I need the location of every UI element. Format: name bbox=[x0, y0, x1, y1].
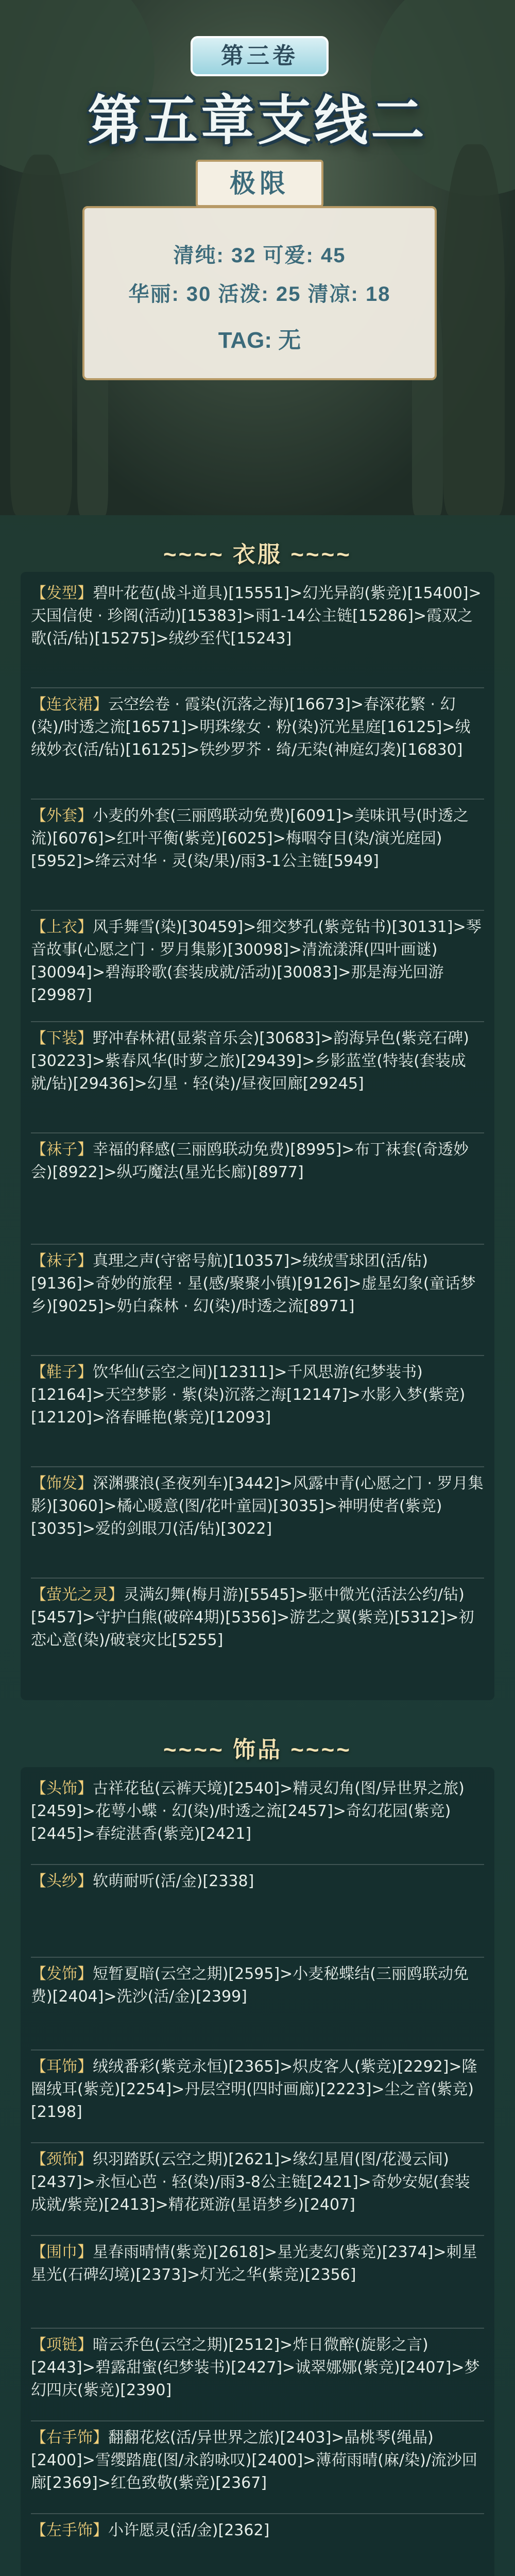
entry-divider bbox=[31, 1864, 484, 1865]
item-ranking-text: 饮华仙(云空之间)[12311]>千风思游(纪梦装书)[12164]>天空梦影 · 紫(染)沉落之海[12147]>水影入梦(紫竞)[12120]>洛春睡艳(紫竞)[12093] bbox=[31, 1363, 466, 1427]
slot-label: 【发饰】 bbox=[31, 1965, 93, 1983]
slot-label: 【上衣】 bbox=[31, 918, 93, 936]
item-entry bbox=[31, 1472, 484, 1540]
slot-label: 【袜子】 bbox=[31, 1141, 93, 1159]
entry-divider bbox=[31, 799, 484, 800]
slot-label: 【萤光之灵】 bbox=[31, 1586, 124, 1604]
slot-label: 【外套】 bbox=[31, 807, 93, 825]
limit-label: 极限 bbox=[196, 160, 323, 207]
item-entry bbox=[31, 2241, 484, 2286]
chapter-title: 第五章支线二 bbox=[87, 91, 427, 151]
entry-divider bbox=[31, 2235, 484, 2236]
item-entry bbox=[31, 1250, 484, 1318]
slot-label: 【左手饰】 bbox=[31, 2521, 108, 2539]
item-ranking-text: 小麦的外套(三丽鸥联动免费)[6091]>美味讯号(时透之流)[6076]>红叶平衡(紫竞)[6025]>梅咽夺目(染/演光庭园)[5952]>绛云对华 · 灵(染/果)/雨3-1公主链[5949] bbox=[31, 807, 469, 870]
slot-label: 【饰发】 bbox=[31, 1475, 93, 1493]
item-ranking-text: 云空绘卷 · 霞染(沉落之海)[16673]>春深花繁 · 幻(染)/时透之流[16571]>明珠缘女 · 粉(染)沉光星庭[16125]>绒绒妙衣(活/钻)[16125]>铁纱罗芥 · 绮/无染(神庭幻袭)[16830] bbox=[31, 696, 471, 759]
slot-label: 【鞋子】 bbox=[31, 1363, 93, 1381]
item-entry bbox=[31, 2056, 484, 2124]
item-entry bbox=[31, 1584, 484, 1652]
item-entry bbox=[31, 1777, 484, 1845]
item-entry bbox=[31, 1027, 484, 1095]
slot-label: 【颈饰】 bbox=[31, 2150, 93, 2168]
tree-trunk bbox=[10, 155, 72, 515]
item-entry bbox=[31, 693, 484, 761]
item-ranking-text: 绒绒番彩(紫竞永恒)[2365]>炽皮客人(紫竞)[2292]>隆圈绒耳(紫竞)[2254]>丹层空明(四时画廊)[2223]>尘之音(紫竞)[2198] bbox=[31, 2058, 477, 2121]
entry-divider bbox=[31, 687, 484, 688]
entry-divider bbox=[31, 1466, 484, 1467]
tag-label: TAG: 无 bbox=[218, 328, 301, 353]
slot-label: 【项链】 bbox=[31, 2336, 93, 2354]
slot-label: 【围巾】 bbox=[31, 2243, 93, 2261]
entry-divider bbox=[31, 2513, 484, 2514]
slot-label: 【发型】 bbox=[31, 584, 93, 602]
item-ranking-text: 野冲春林裙(显萦音乐会)[30683]>韵海异色(紫竞石碑)[30223]>紫春风华(时萝之旅)[29439]>乡影蓝堂(特装(套装成就/钻)[29436]>幻星 · 轻(染)/昼夜回廊[29245] bbox=[31, 1029, 469, 1093]
volume-badge: 第三卷 bbox=[191, 36, 329, 76]
item-ranking-text: 软萌耐听(活/金)[2338] bbox=[93, 1872, 254, 1890]
entry-divider bbox=[31, 1244, 484, 1245]
entry-divider bbox=[31, 910, 484, 911]
slot-label: 【右手饰】 bbox=[31, 2429, 108, 2447]
item-ranking-text: 深渊骤浪(圣夜列车)[3442]>风露中青(心愿之门 · 罗月集影)[3060]>橘心暖意(图/花叶童园)[3035]>神明使者(紫竞)[3035]>爱的剑眼刀(活/钻)[3022] bbox=[31, 1475, 484, 1538]
item-entry bbox=[31, 2519, 484, 2542]
item-entry bbox=[31, 2427, 484, 2495]
item-ranking-text: 织羽踏跃(云空之期)[2621]>缘幻星眉(图/花漫云间)[2437]>永恒心芭 · 轻(染)/雨3-8公主链[2421]>奇妙安妮(套装成就/紫竞)[2413]>精花斑游(星语梦乡)[2407] bbox=[31, 2150, 470, 2214]
item-entry bbox=[31, 805, 484, 873]
entry-divider bbox=[31, 1355, 484, 1356]
stats-panel bbox=[82, 206, 437, 380]
slot-label: 【头饰】 bbox=[31, 1780, 93, 1798]
item-entry bbox=[31, 1963, 484, 2008]
item-entry bbox=[31, 916, 484, 1007]
entry-divider bbox=[31, 2420, 484, 2421]
item-ranking-text: 古祥花毡(云裤天境)[2540]>精灵幻角(图/异世界之旅)[2459]>花萼小蝶 · 幻(染)/时透之流[2457]>奇幻花园(紫竞)[2445]>春绽湛香(紫竞)[2421] bbox=[31, 1780, 465, 1843]
item-ranking-text: 真理之声(守密号航)[10357]>绒绒雪球团(活/钻)[9136]>奇妙的旅程 · 星(感/聚聚小镇)[9126]>虚星幻象(童话梦乡)[9025]>奶白森林 · 幻(染)/时透之流[8971] bbox=[31, 1252, 476, 1315]
item-ranking-text: 翻翻花炫(活/异世界之旅)[2403]>晶桃琴(绳晶)[2400]>雪缨踏鹿(图/永韵咏叹)[2400]>薄荷雨晴(麻/染)/流沙回廊[2369]>红色致敬(紫竞)[2367] bbox=[31, 2429, 477, 2492]
item-entry bbox=[31, 582, 484, 650]
entry-divider bbox=[31, 1132, 484, 1133]
item-ranking-text: 星春雨晴情(紫竞)[2618]>星光麦幻(紫竞)[2374]>刺星星光(石碑幻境)[2373]>灯光之华(紫竞)[2356] bbox=[31, 2243, 477, 2284]
item-ranking-text: 小许愿灵(活/金)[2362] bbox=[108, 2521, 270, 2539]
item-ranking-text: 碧叶花苞(战斗道具)[15551]>幻光异韵(紫竞)[15400]>天国信使 · 珍阁(活动)[15383]>雨1-14公主链[15286]>霞双之歌(活/钻)[15275]>绒纱至代[15243] bbox=[31, 584, 482, 648]
entry-divider bbox=[31, 2142, 484, 2143]
stats-row-1: 清纯: 32 可爱: 45 bbox=[173, 244, 346, 267]
item-ranking-text: 暗云乔色(云空之期)[2512]>炸日微醉(旋影之言)[2443]>碧露甜蜜(纪梦装书)[2427]>诚翠娜娜(紫竞)[2407]>梦幻四庆(紫竞)[2390] bbox=[31, 2336, 480, 2399]
slot-label: 【连衣裙】 bbox=[31, 696, 108, 714]
item-ranking-text: 风手舞雪(染)[30459]>细交梦孔(紫竞钻书)[30131]>琴音故事(心愿之门 · 罗月集影)[30098]>清流漾湃(四叶画谜)[30094]>碧海聆歌(套装成就/活动)[30083]>那是海光回游[29987] bbox=[31, 918, 482, 1004]
item-ranking-text: 幸福的释感(三丽鸥联动免费)[8995]>布丁袜套(奇透妙会)[8922]>纵巧魔法(星光长廊)[8977] bbox=[31, 1141, 469, 1181]
stats-row-2: 华丽: 30 活泼: 25 清凉: 18 bbox=[128, 283, 391, 306]
slot-label: 【头纱】 bbox=[31, 1872, 93, 1890]
item-entry bbox=[31, 1139, 484, 1184]
item-entry bbox=[31, 1361, 484, 1429]
slot-label: 【袜子】 bbox=[31, 1252, 93, 1270]
item-entry bbox=[31, 2148, 484, 2216]
item-entry bbox=[31, 2334, 484, 2402]
entry-divider bbox=[31, 1021, 484, 1022]
slot-label: 【耳饰】 bbox=[31, 2058, 93, 2076]
accessories-heading: ~~~~ 饰品 ~~~~ bbox=[163, 1737, 352, 1762]
entry-divider bbox=[31, 1578, 484, 1579]
item-entry bbox=[31, 1870, 484, 1893]
entry-divider bbox=[31, 2049, 484, 2050]
clothing-heading: ~~~~ 衣服 ~~~~ bbox=[163, 542, 352, 567]
entry-divider bbox=[31, 2328, 484, 2329]
item-ranking-text: 短暂夏暗(云空之期)[2595]>小麦秘蝶结(三丽鸥联动免费)[2404]>洗沙(活/金)[2399] bbox=[31, 1965, 469, 2006]
item-ranking-text: 灵满幻舞(梅月游)[5545]>驱中微光(活法公约/钻)[5457]>守护白熊(破碎4期)[5356]>游艺之翼(紫竞)[5312]>初恋心意(染)/破衰灾比[5255] bbox=[31, 1586, 474, 1649]
slot-label: 【下装】 bbox=[31, 1029, 93, 1047]
tree-trunk bbox=[443, 144, 505, 515]
entry-divider bbox=[31, 1957, 484, 1958]
